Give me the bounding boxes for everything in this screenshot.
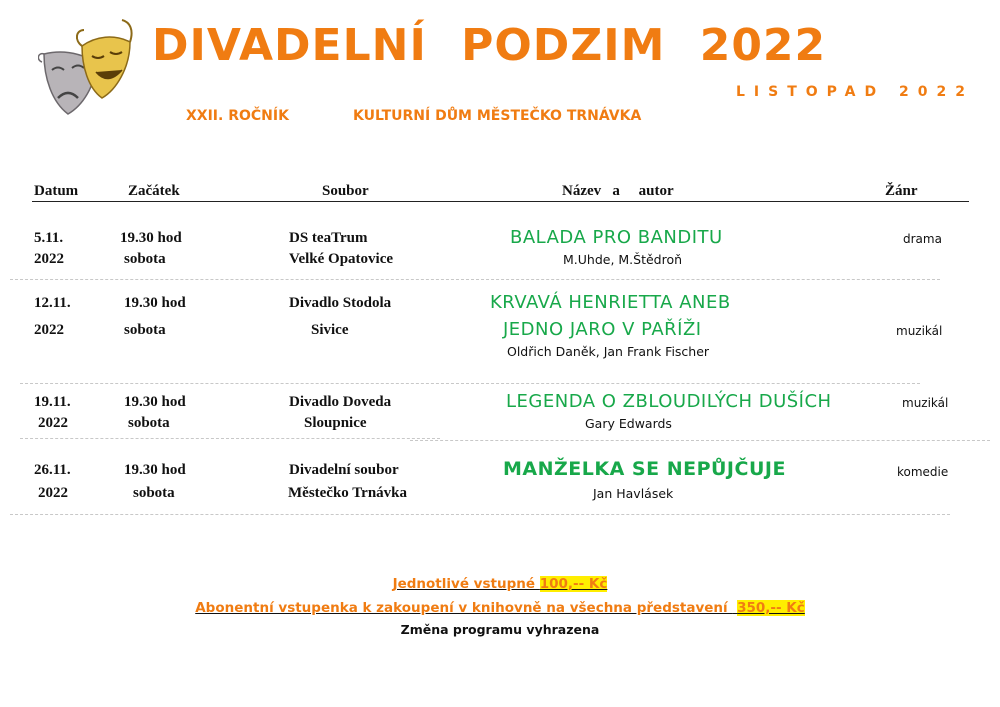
event-genre: komedie [897, 465, 949, 479]
edition-label: XXII. ROČNÍK [186, 108, 289, 124]
row-separator [10, 279, 940, 280]
event-play-title: KRVAVÁ HENRIETTA ANEB [490, 292, 731, 313]
event-day: sobota [124, 322, 166, 338]
event-time: 19.30 hod [124, 394, 186, 410]
single-ticket-line [0, 576, 1000, 592]
event-play-title: LEGENDA O ZBLOUDILÝCH DUŠÍCH [506, 391, 832, 412]
column-header-title-author: Název a autor [562, 183, 674, 199]
row-separator [20, 438, 440, 439]
column-header-ensemble: Soubor [322, 183, 369, 199]
event-day: sobota [133, 485, 175, 501]
event-town: Sivice [311, 322, 349, 338]
event-play-title: BALADA PRO BANDITU [510, 227, 723, 248]
season-ticket-label: Abonentní vstupenka k zakoupení v knihovně na všechna představení [195, 600, 733, 616]
header-divider [32, 201, 969, 202]
event-town: Městečko Trnávka [288, 485, 408, 501]
event-year: 2022 [38, 485, 68, 501]
single-ticket-price: 100,-- Kč [539, 576, 608, 592]
event-author: Gary Edwards [585, 416, 672, 431]
event-time: 19.30 hod [124, 462, 186, 478]
page-title: DIVADELNÍ PODZIM 2022 [152, 20, 827, 71]
event-date: 12.11. [34, 295, 71, 311]
season-ticket-line [0, 600, 1000, 616]
program-change-note: Změna programu vyhrazena [400, 622, 600, 637]
event-ensemble: Divadlo Doveda [289, 394, 392, 410]
row-separator [410, 440, 990, 441]
event-date: 26.11. [34, 462, 71, 478]
row-separator [10, 514, 950, 515]
single-ticket-label: Jednotlivé vstupné [392, 576, 536, 592]
event-play-title-line2: JEDNO JARO V PAŘÍŽI [503, 319, 702, 340]
column-header-start: Začátek [128, 183, 180, 199]
month-label: LISTOPAD 2022 [736, 84, 974, 100]
event-year: 2022 [38, 415, 68, 431]
event-time: 19.30 hod [124, 295, 186, 311]
row-separator [20, 383, 920, 384]
event-year: 2022 [34, 322, 64, 338]
event-genre: drama [903, 232, 942, 246]
column-header-date: Datum [34, 183, 79, 199]
event-ensemble: Divadelní soubor [289, 462, 399, 478]
event-genre: muzikál [896, 324, 943, 338]
event-date: 5.11. [34, 230, 64, 246]
event-date: 19.11. [34, 394, 71, 410]
event-town: Sloupnice [304, 415, 367, 431]
event-genre: muzikál [902, 396, 949, 410]
event-ensemble: DS teaTrum [289, 230, 368, 246]
event-author: Oldřich Daněk, Jan Frank Fischer [507, 344, 710, 359]
season-ticket-price: 350,-- Kč [737, 600, 805, 616]
venue-label: KULTURNÍ DŮM MĚSTEČKO TRNÁVKA [353, 108, 642, 124]
event-day: sobota [128, 415, 170, 431]
event-author: M.Uhde, M.Štědroň [563, 252, 683, 267]
event-author: Jan Havlásek [593, 486, 674, 501]
event-year: 2022 [34, 251, 64, 267]
event-town: Velké Opatovice [289, 251, 394, 267]
event-ensemble: Divadlo Stodola [289, 295, 392, 311]
event-play-title: MANŽELKA SE NEPŮJČUJE [503, 458, 786, 480]
event-time: 19.30 hod [120, 230, 182, 246]
theatre-masks-icon [38, 16, 138, 121]
column-header-genre: Žánr [885, 183, 918, 199]
event-day: sobota [124, 251, 166, 267]
